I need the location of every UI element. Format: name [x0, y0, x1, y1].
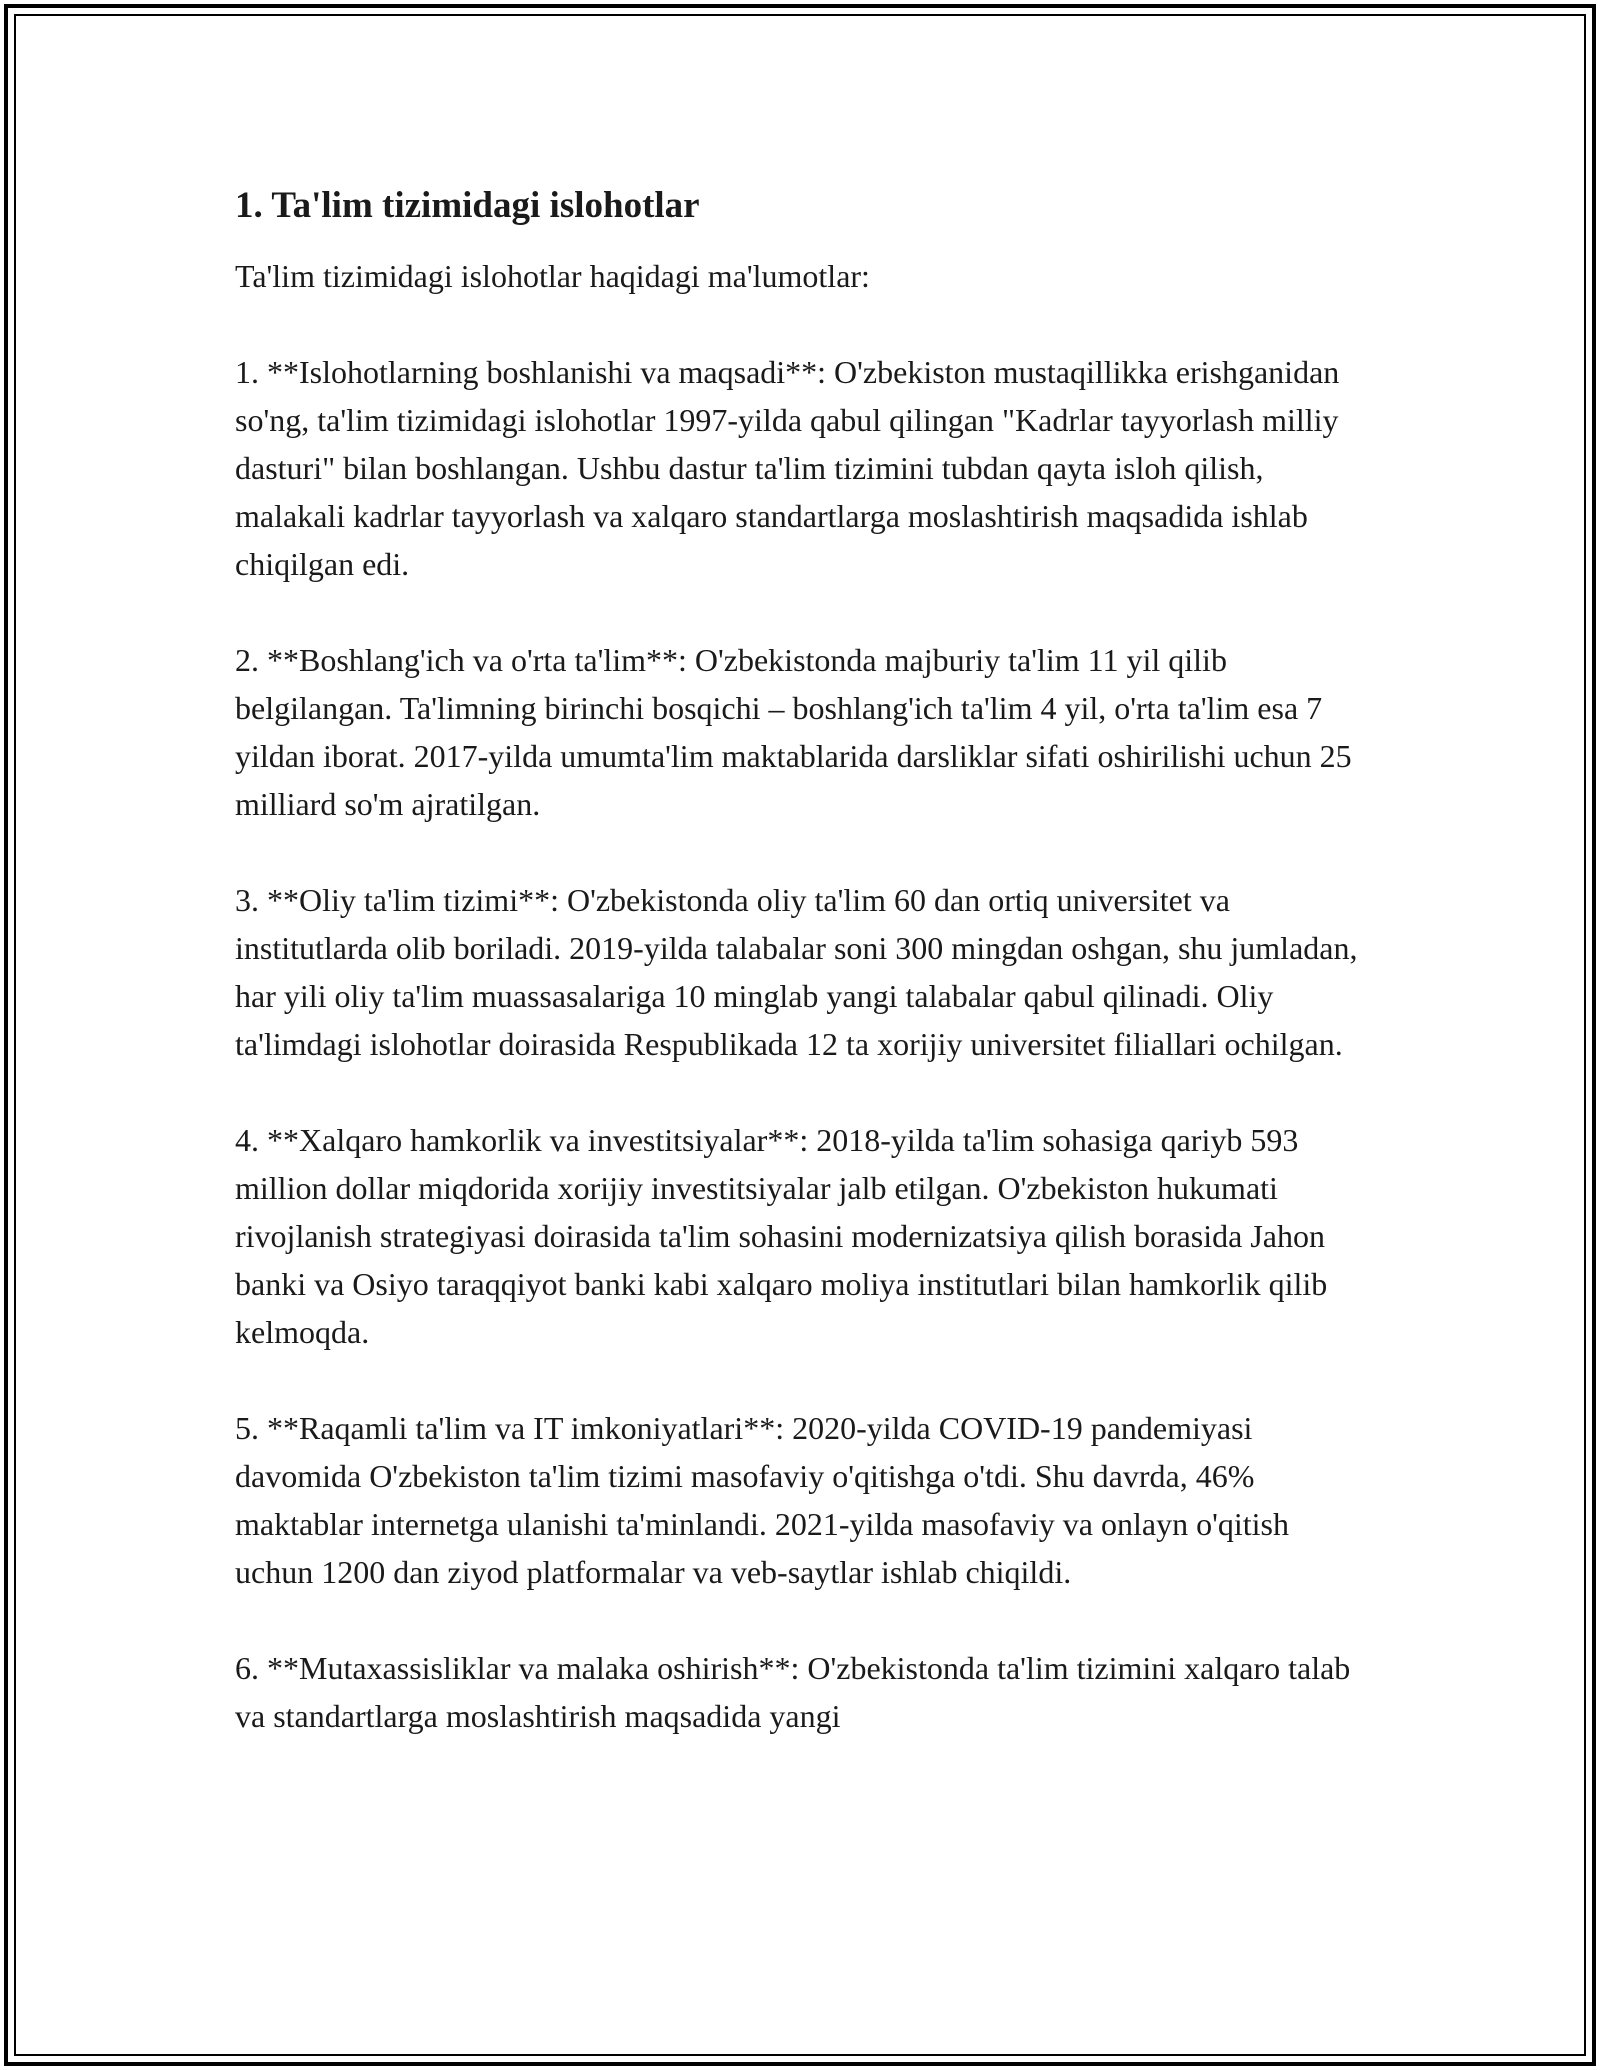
list-item-2: 2. **Boshlang'ich va o'rta ta'lim**: O'zbekistonda majburiy ta'lim 11 yil qilib belgilangan. Ta'limning birinchi bosqichi – boshlang'ich ta'lim 4 yil, o'rta ta'lim esa 7 yildan iborat. 2017-yilda umumta'lim maktablarida darsliklar sifati oshirilishi uchun 25 milliard so'm ajratilgan. [235, 642, 1352, 822]
document-title: 1. Ta'lim tizimidagi islohotlar [235, 185, 700, 226]
document-page [235, 182, 1375, 1788]
intro-paragraph: Ta'lim tizimidagi islohotlar haqidagi ma'lumotlar: [235, 258, 870, 294]
list-item-5: 5. **Raqamli ta'lim va IT imkoniyatlari**: 2020-yilda COVID-19 pandemiyasi davomida O'zbekiston ta'lim tizimi masofaviy o'qitishga o'tdi. Shu davrda, 46% maktablar internetga ulanishi ta'minlandi. 2021-yilda masofaviy va onlayn o'qitish uchun 1200 dan ziyod platformalar va veb-saytlar ishlab chiqildi. [235, 1410, 1289, 1590]
list-item-4: 4. **Xalqaro hamkorlik va investitsiyalar**: 2018-yilda ta'lim sohasiga qariyb 593 million dollar miqdorida xorijiy investitsiyalar jalb etilgan. O'zbekiston hukumati rivojlanish strategiyasi doirasida ta'lim sohasini modernizatsiya qilish borasida Jahon banki va Osiyo taraqqiyot banki kabi xalqaro moliya institutlari bilan hamkorlik qilib kelmoqda. [235, 1122, 1328, 1350]
list-item-3: 3. **Oliy ta'lim tizimi**: O'zbekistonda oliy ta'lim 60 dan ortiq universitet va institutlarda olib boriladi. 2019-yilda talabalar soni 300 mingdan oshgan, shu jumladan, har yili oliy ta'lim muassasalariga 10 minglab yangi talabalar qabul qilinadi. Oliy ta'limdagi islohotlar doirasida Respublikada 12 ta xorijiy universitet filiallari ochilgan. [235, 882, 1358, 1062]
list-item-6: 6. **Mutaxassisliklar va malaka oshirish**: O'zbekistonda ta'lim tizimini xalqaro talab va standartlarga moslashtirish maqsadida yangi [235, 1650, 1351, 1734]
list-item-1: 1. **Islohotlarning boshlanishi va maqsadi**: O'zbekiston mustaqillikka erishganidan so'ng, ta'lim tizimidagi islohotlar 1997-yilda qabul qilingan "Kadrlar tayyorlash milliy dasturi" bilan boshlangan. Ushbu dastur ta'lim tizimini tubdan qayta isloh qilish, malakali kadrlar tayyorlash va xalqaro standartlarga moslashtirish maqsadida ishlab chiqilgan edi. [235, 354, 1340, 582]
